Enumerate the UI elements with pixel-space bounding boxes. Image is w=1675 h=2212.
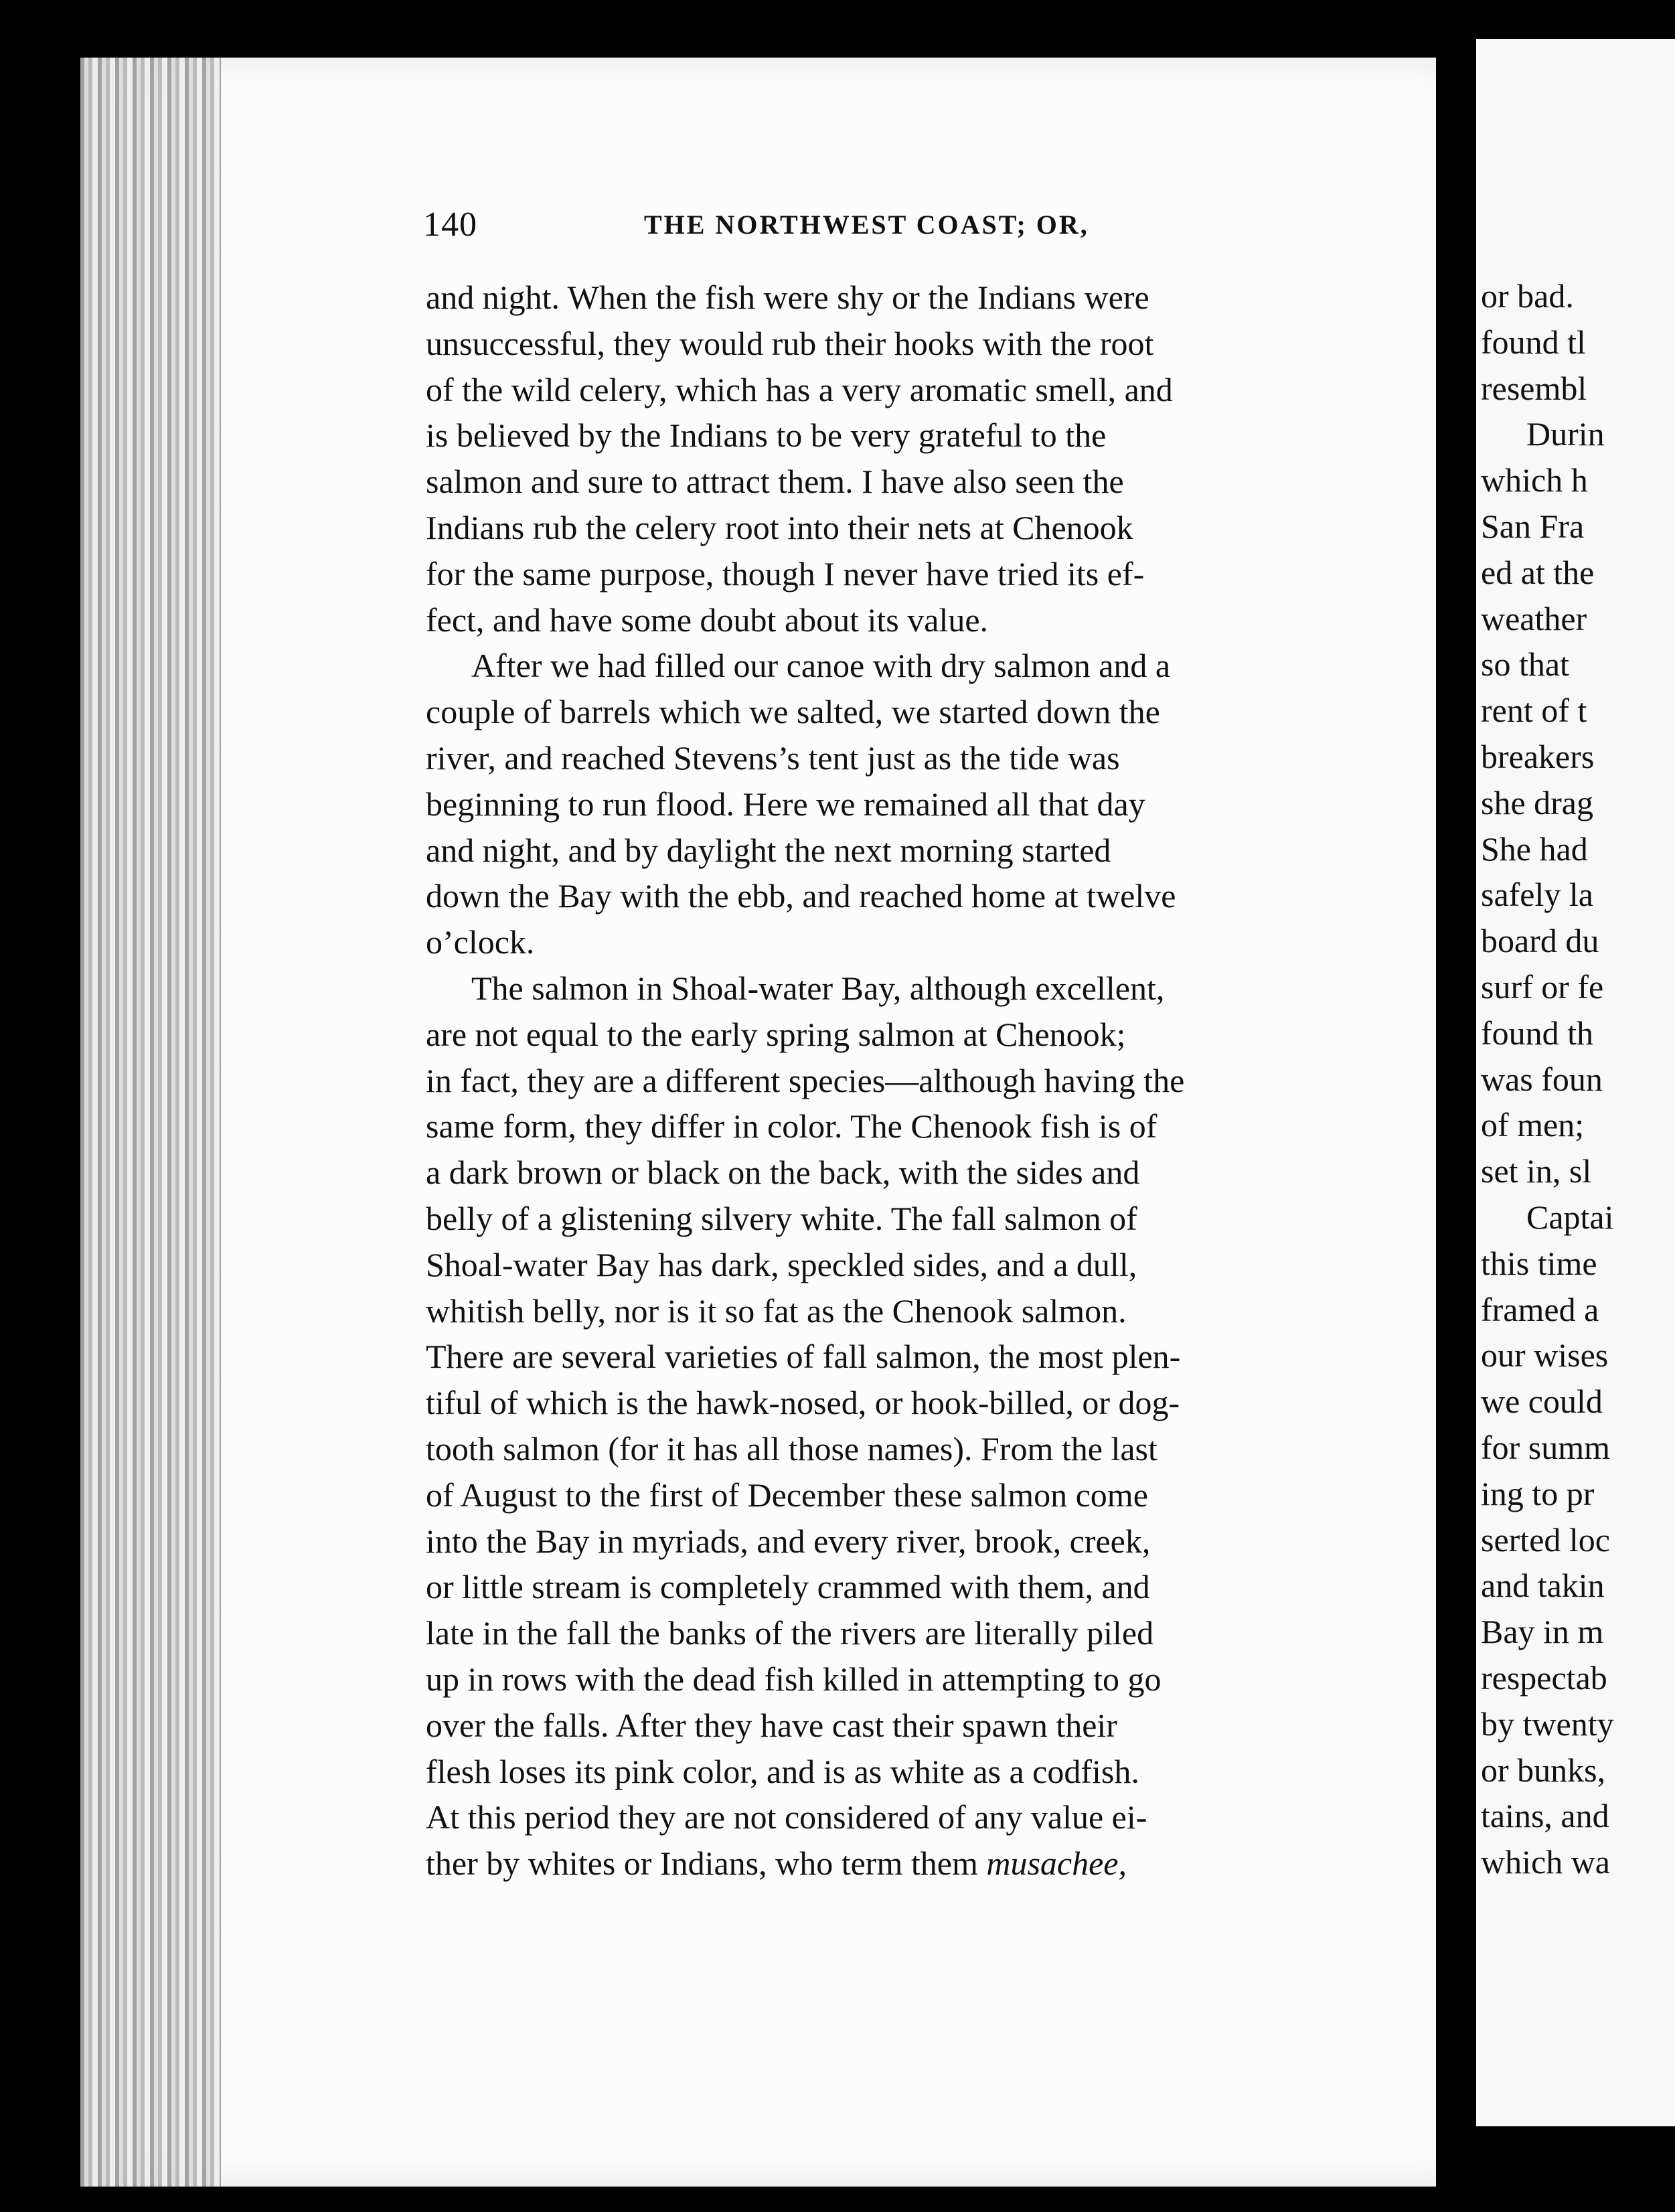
facing-text-line: San Fra xyxy=(1481,507,1585,545)
text-line: couple of barrels which we salted, we started down the xyxy=(426,693,1160,731)
italic-term: musachee, xyxy=(986,1844,1127,1883)
text-line: flesh loses its pink color, and is as white as a codfish. xyxy=(426,1752,1139,1790)
text-line: into the Bay in myriads, and every river, brook, creek, xyxy=(426,1522,1151,1560)
text-line: or little stream is completely crammed with them, and xyxy=(426,1568,1150,1606)
facing-text-line: and takin xyxy=(1481,1567,1605,1605)
text-line: salmon and sure to attract them. I have also seen the xyxy=(426,463,1124,501)
page-edge-stack xyxy=(80,58,221,2187)
facing-text-line: surf or fe xyxy=(1481,967,1604,1006)
text-line-plain: ther by whites or Indians, who term them xyxy=(426,1844,987,1883)
running-head: THE NORTHWEST COAST; OR, xyxy=(644,210,1089,240)
text-line: of the wild celery, which has a very aromatic smell, and xyxy=(426,370,1173,408)
facing-text-line: she drag xyxy=(1481,783,1593,821)
text-line: over the falls. After they have cast their spawn their xyxy=(426,1706,1117,1744)
text-line: late in the fall the banks of the rivers are literally piled xyxy=(426,1614,1154,1652)
text-line: whitish belly, nor is it so fat as the Chenook salmon. xyxy=(426,1291,1127,1330)
facing-text-line: set in, sl xyxy=(1481,1152,1592,1190)
facing-text-line: Durin xyxy=(1526,415,1605,453)
facing-text-line: which wa xyxy=(1481,1843,1610,1881)
text-line: are not equal to the early spring salmon at Chenook; xyxy=(426,1015,1126,1053)
facing-text-line: Bay in m xyxy=(1481,1613,1604,1651)
text-line: a dark brown or black on the back, with the sides and xyxy=(426,1154,1140,1192)
facing-page-text xyxy=(1481,273,1675,1885)
facing-text-line: this time xyxy=(1481,1244,1597,1282)
text-line: tooth salmon (for it has all those names). From the last xyxy=(426,1429,1158,1468)
facing-text-line: ing to pr xyxy=(1481,1474,1595,1512)
facing-text-line: or bunks, xyxy=(1481,1751,1606,1789)
facing-text-line: ed at the xyxy=(1481,553,1595,591)
facing-text-line: was foun xyxy=(1481,1060,1603,1098)
facing-text-line: resembl xyxy=(1481,369,1587,407)
facing-text-line: Captai xyxy=(1526,1198,1614,1236)
facing-text-line: of men; xyxy=(1481,1106,1585,1144)
facing-text-line: framed a xyxy=(1481,1290,1599,1328)
page-number: 140 xyxy=(423,206,477,244)
facing-text-line: tains, and xyxy=(1481,1797,1609,1835)
text-line xyxy=(426,1840,1376,1887)
facing-text-line: respectab xyxy=(1481,1658,1607,1696)
text-line: After we had filled our canoe with dry salmon and a xyxy=(471,647,1171,685)
facing-text-line: rent of t xyxy=(1481,692,1587,730)
facing-text-line: for summ xyxy=(1481,1428,1611,1466)
text-line: Indians rub the celery root into their nets at Chenook xyxy=(426,508,1133,546)
text-line: down the Bay with the ebb, and reached home at twelve xyxy=(426,877,1176,915)
facing-text-line: board du xyxy=(1481,922,1599,960)
facing-text-line: which h xyxy=(1481,461,1588,499)
text-line: Shoal-water Bay has dark, speckled sides, and a dull, xyxy=(426,1245,1137,1283)
text-line: up in rows with the dead fish killed in attempting to go xyxy=(426,1660,1162,1698)
text-line: is believed by the Indians to be very grateful to the xyxy=(426,416,1107,455)
text-line: o’clock. xyxy=(426,923,535,961)
facing-text-line: serted loc xyxy=(1481,1520,1610,1559)
facing-text-line: weather xyxy=(1481,599,1587,637)
text-line: for the same purpose, though I never have tried its ef- xyxy=(426,554,1145,592)
text-line: belly of a glistening silvery white. The fall salmon of xyxy=(426,1199,1137,1237)
facing-text-line: our wises xyxy=(1481,1336,1609,1374)
facing-text-line: found th xyxy=(1481,1014,1594,1052)
facing-text-line: we could xyxy=(1481,1382,1603,1421)
text-line: same form, they differ in color. The Chenook fish is of xyxy=(426,1107,1158,1146)
text-line: unsuccessful, they would rub their hooks with the root xyxy=(426,324,1154,362)
text-line: fect, and have some doubt about its value. xyxy=(426,601,989,639)
facing-text-line: She had xyxy=(1481,830,1588,868)
text-line: and night, and by daylight the next morning started xyxy=(426,831,1111,869)
text-line: river, and reached Stevens’s tent just as the tide was xyxy=(426,738,1120,777)
text-line: There are several varieties of fall salmon, the most plen- xyxy=(426,1338,1181,1376)
facing-text-line: breakers xyxy=(1481,737,1595,775)
text-line: and night. When the fish were shy or the Indians were xyxy=(426,279,1149,316)
text-line: The salmon in Shoal-water Bay, although excellent, xyxy=(471,969,1165,1007)
facing-text-line: so that xyxy=(1481,645,1569,684)
page-header xyxy=(423,205,1394,258)
text-line: tiful of which is the hawk-nosed, or hook-billed, or dog- xyxy=(426,1384,1180,1422)
facing-text-line: or bad. xyxy=(1481,277,1574,315)
text-line: of August to the first of December these salmon come xyxy=(426,1476,1148,1514)
text-line: beginning to run flood. Here we remained all that day xyxy=(426,785,1145,823)
body-text xyxy=(426,274,1376,1887)
facing-text-line: safely la xyxy=(1481,876,1593,914)
text-line: At this period they are not considered of any value ei- xyxy=(426,1798,1147,1836)
facing-text-line: found tl xyxy=(1481,323,1586,361)
text-line: in fact, they are a different species—although having the xyxy=(426,1061,1185,1099)
facing-text-line: by twenty xyxy=(1481,1705,1614,1743)
